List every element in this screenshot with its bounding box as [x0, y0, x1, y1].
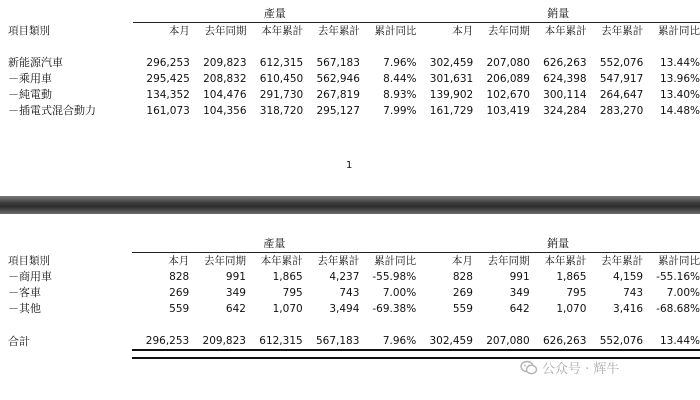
column-header-row	[8, 253, 700, 270]
value-cell: -69.38%	[372, 303, 417, 315]
double-underline	[643, 350, 700, 358]
value-cell: 161,729	[429, 105, 474, 117]
column-header-row	[8, 23, 700, 40]
col-header: 本年累計	[261, 25, 304, 37]
value-cell: 301,631	[429, 73, 474, 85]
value-cell: 7.99%	[383, 105, 417, 117]
value-cell: 300,114	[543, 89, 587, 101]
top-report-panel	[0, 0, 700, 196]
col-header: 本月	[168, 25, 190, 37]
value-cell: 610,450	[259, 73, 304, 85]
value-cell: 134,352	[146, 89, 190, 101]
value-cell: 104,476	[203, 89, 247, 101]
watermark-text: 公众号 · 辉牛	[542, 362, 620, 377]
col-header: 去年同期	[204, 25, 247, 37]
double-underline	[586, 350, 643, 358]
value-cell: 624,398	[543, 73, 587, 85]
value-cell: 626,263	[542, 335, 587, 347]
bottom-table-body	[8, 269, 700, 317]
value-cell: 208,832	[203, 73, 247, 85]
top-report-table	[8, 6, 700, 119]
value-cell: 612,315	[259, 335, 303, 347]
value-cell: 7.00%	[666, 287, 700, 299]
col-header: 本月	[452, 25, 474, 37]
table-row	[8, 285, 700, 301]
value-cell: 269	[169, 287, 190, 299]
value-cell: 296,253	[146, 57, 190, 69]
value-cell: 7.96%	[383, 57, 417, 69]
value-cell: 562,946	[316, 73, 360, 85]
value-cell: 13.44%	[659, 335, 700, 347]
value-cell: 559	[169, 303, 190, 315]
col-header: 本月	[451, 255, 473, 267]
double-underline	[132, 350, 189, 358]
value-cell: 104,356	[203, 105, 247, 117]
value-cell: 7.96%	[382, 335, 417, 347]
value-cell: 8.44%	[383, 73, 417, 85]
page-divider	[0, 196, 700, 214]
value-cell: 547,917	[599, 73, 644, 85]
value-cell: 828	[169, 271, 190, 283]
value-cell: 295,127	[316, 105, 360, 117]
col-header: 本年累計	[260, 255, 303, 267]
double-underline	[530, 350, 587, 358]
double-underline-row	[8, 350, 700, 358]
col-header: 累計同比	[374, 25, 417, 37]
category-label: －純電動	[8, 88, 52, 101]
value-cell: 349	[509, 287, 530, 299]
col-header: 累計同比	[374, 255, 417, 267]
col-header: 本年累計	[544, 255, 587, 267]
category-label: －插電式混合動力	[8, 104, 96, 117]
category-label: －商用車	[8, 270, 52, 283]
total-table-body	[8, 333, 700, 350]
value-cell: 795	[282, 287, 303, 299]
col-header: 累計同比	[658, 25, 700, 37]
col-header: 去年同期	[487, 25, 530, 37]
col-header: 累計同比	[658, 255, 700, 267]
value-cell: 4,237	[329, 271, 360, 283]
value-cell: 139,902	[429, 89, 474, 101]
value-cell: -68.68%	[656, 303, 700, 315]
double-underline	[416, 350, 473, 358]
value-cell: 8.93%	[383, 89, 417, 101]
double-underline	[359, 350, 416, 358]
value-cell: 567,183	[316, 57, 360, 69]
value-cell: 642	[225, 303, 246, 315]
value-cell: 207,080	[486, 335, 530, 347]
value-cell: 552,076	[599, 57, 644, 69]
blank-cell	[8, 236, 132, 253]
value-cell: 626,263	[543, 57, 587, 69]
production-group-header: 產量	[132, 236, 416, 253]
value-cell: 743	[339, 287, 360, 299]
value-cell: 296,253	[145, 335, 190, 347]
bottom-report-panel	[0, 214, 700, 400]
production-group-header: 產量	[133, 6, 416, 23]
value-cell: 642	[509, 303, 530, 315]
value-cell: 3,494	[329, 303, 360, 315]
value-cell: 209,823	[203, 57, 247, 69]
value-cell: 13.40%	[659, 89, 700, 101]
value-cell: -55.98%	[372, 271, 417, 283]
value-cell: 991	[225, 271, 246, 283]
double-underline	[473, 350, 530, 358]
table-row	[8, 103, 700, 119]
col-header: 去年累計	[317, 25, 360, 37]
category-label: －其他	[8, 302, 41, 315]
value-cell: 283,270	[599, 105, 644, 117]
category-label: －乘用車	[8, 72, 52, 85]
col-header: 去年累計	[601, 255, 644, 267]
col-header: 本年累計	[544, 25, 587, 37]
value-cell: 291,730	[259, 89, 304, 101]
group-header-row	[8, 236, 700, 253]
table-row	[8, 269, 700, 285]
value-cell: 102,670	[486, 89, 530, 101]
value-cell: 612,315	[259, 57, 304, 69]
bottom-report-table	[8, 236, 700, 359]
category-header: 項目類別	[8, 254, 50, 267]
value-cell: 1,070	[272, 303, 303, 315]
value-cell: 295,425	[146, 73, 190, 85]
value-cell: 743	[623, 287, 644, 299]
value-cell: 324,284	[543, 105, 587, 117]
sales-group-header: 銷量	[417, 6, 700, 23]
table-row	[8, 87, 700, 103]
col-header: 去年同期	[487, 255, 530, 267]
value-cell: 4,159	[613, 271, 644, 283]
value-cell: 302,459	[429, 335, 473, 347]
value-cell: 7.00%	[382, 287, 417, 299]
value-cell: 302,459	[429, 57, 474, 69]
sales-group-header: 銷量	[416, 236, 700, 253]
category-label: 新能源汽車	[8, 56, 63, 69]
total-row	[8, 333, 700, 350]
group-header-row	[8, 6, 700, 23]
double-underline	[303, 350, 360, 358]
category-label: －客車	[8, 286, 41, 299]
category-label: 合計	[8, 334, 30, 348]
value-cell: 264,647	[599, 89, 644, 101]
value-cell: 318,720	[259, 105, 304, 117]
value-cell: 1,070	[556, 303, 587, 315]
value-cell: 103,419	[486, 105, 530, 117]
value-cell: 13.96%	[659, 73, 700, 85]
col-header: 去年同期	[203, 255, 246, 267]
value-cell: 206,089	[486, 73, 530, 85]
page-number: 1	[346, 160, 353, 171]
top-table-body	[8, 55, 700, 119]
double-underline	[189, 350, 246, 358]
value-cell: 828	[452, 271, 473, 283]
table-row	[8, 55, 700, 71]
value-cell: 991	[509, 271, 530, 283]
blank-cell	[8, 6, 133, 23]
value-cell: 267,819	[316, 89, 360, 101]
value-cell: 14.48%	[659, 105, 700, 117]
table-row	[8, 301, 700, 317]
value-cell: 209,823	[202, 335, 246, 347]
value-cell: 161,073	[146, 105, 190, 117]
double-underline	[246, 350, 303, 358]
col-header: 去年累計	[601, 25, 644, 37]
value-cell: 1,865	[556, 271, 587, 283]
value-cell: 1,865	[272, 271, 303, 283]
value-cell: 207,080	[486, 57, 530, 69]
col-header: 去年累計	[317, 255, 360, 267]
table-row	[8, 71, 700, 87]
value-cell: 349	[225, 287, 246, 299]
value-cell: 567,183	[316, 335, 360, 347]
value-cell: 559	[452, 303, 473, 315]
value-cell: -55.16%	[656, 271, 700, 283]
value-cell: 269	[452, 287, 473, 299]
col-header: 本月	[168, 255, 190, 267]
value-cell: 13.44%	[659, 57, 700, 69]
value-cell: 795	[566, 287, 587, 299]
value-cell: 3,416	[613, 303, 644, 315]
category-header: 項目類別	[8, 24, 50, 37]
value-cell: 552,076	[599, 335, 644, 347]
